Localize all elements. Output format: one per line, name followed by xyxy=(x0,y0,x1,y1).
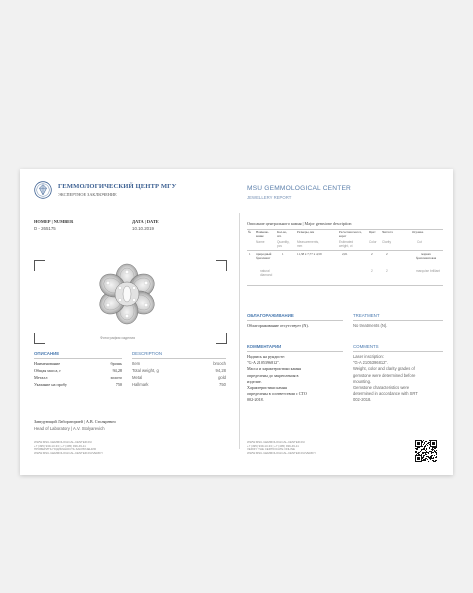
desc-row-0-value-en: brooch xyxy=(213,361,226,366)
desc-row-1-label-ru: Общая масса, г xyxy=(34,368,62,373)
stones-header-size-en: Measurements, mm xyxy=(297,240,319,248)
stone-row-cut-en: marquise brilliant xyxy=(415,269,441,273)
treatment-value-en: No treatments (N). xyxy=(353,323,388,328)
treatment-rule-ru xyxy=(247,320,343,321)
org-name-ru: ГЕММОЛОГИЧЕСКИЙ ЦЕНТР МГУ xyxy=(58,183,177,190)
report-subtitle-en: JEWELLERY REPORT xyxy=(247,195,292,200)
description-rule-en xyxy=(132,358,226,359)
footer-left-line: ПРОВЕРИТЬ ПОДЛИННОСТЬ ЗАКЛЮЧЕНИЯ xyxy=(34,447,96,452)
comment-line-ru: Надпись на рундисте: xyxy=(247,354,286,359)
frame-corner-tl xyxy=(34,260,45,271)
footer-right-line: +7 (495) 939-13-33 | +7 (495) 939-49-11 xyxy=(247,443,299,448)
stones-header-color: Цвет xyxy=(369,230,376,234)
stone-row-weight: 2,01 xyxy=(342,252,348,256)
stones-header-num: № xyxy=(248,230,252,234)
stones-header-name-en: Name xyxy=(256,240,265,244)
certificate-card xyxy=(20,169,453,475)
comments-en xyxy=(353,354,418,404)
footer-left xyxy=(34,441,144,455)
comment-line-ru: Характеристики камня xyxy=(247,385,287,391)
org-name-en: MSU GEMMOLOGICAL CENTER xyxy=(247,185,352,192)
center-divider xyxy=(239,213,240,449)
comment-line-ru: изделие. xyxy=(247,378,262,384)
comments-rule-ru xyxy=(247,351,343,352)
description-rule-ru xyxy=(34,358,122,359)
comment-line-en: Laser inscription: xyxy=(353,354,384,359)
stones-header-cut: Огранка xyxy=(412,230,424,234)
treatment-title-en: TREATMENT xyxy=(353,313,380,318)
desc-row-1-label-en: Total weight, g xyxy=(132,368,159,373)
description-title-en: DESCRIPTION xyxy=(132,351,163,356)
comment-line-ru: определены в соответствии с СТО xyxy=(247,391,307,397)
stone-row-name: природный бриллиант xyxy=(256,252,272,260)
signature-en: Head of Laboratory | A.V. Stolyarevich xyxy=(34,426,105,431)
treatment-rule-en xyxy=(353,320,443,321)
comment-line-en: determined in accordance with SRT xyxy=(353,391,418,397)
date-label: ДАТА | DATE xyxy=(132,219,159,224)
desc-row-2-label-ru: Металл xyxy=(34,375,48,380)
desc-row-2-label-en: Metal xyxy=(132,375,143,380)
comment-line-ru: определены до закрепления в xyxy=(247,372,299,378)
comment-line-en: gemstone were determined before xyxy=(353,372,416,378)
report-subtitle-ru: ЭКСПЕРТНОЕ ЗАКЛЮЧЕНИЕ xyxy=(58,192,117,197)
footer-left-line: +7 (495) 939-13-33 | +7 (495) 939-49-11 xyxy=(34,443,86,448)
comments-ru xyxy=(247,354,307,404)
desc-row-3-label-en: Hallmark xyxy=(132,382,149,387)
description-title-ru: ОПИСАНИЕ xyxy=(34,351,60,356)
desc-row-3-value-en: 750 xyxy=(219,382,226,387)
date-value: 10.10.2019 xyxy=(132,226,154,231)
desc-row-1-value-en: 94,28 xyxy=(215,368,226,373)
comment-line-en: Gemstone characteristics were xyxy=(353,385,410,391)
comments-rule-en xyxy=(353,351,443,352)
stone-row-size: 11,38 x 7,77 x 4,59 xyxy=(297,252,322,256)
comment-line-en: 002-2018. xyxy=(353,397,372,403)
comment-line-en: Weight, color and clarity grades of xyxy=(353,366,415,372)
desc-row-0-label-en: Item xyxy=(132,361,141,366)
stones-header-qty: Кол-во, шт. xyxy=(277,230,288,238)
stone-row-num: 1 xyxy=(249,252,251,256)
stones-header-qty-en: Quantity, pcs xyxy=(277,240,290,248)
comment-line-en: mounting. xyxy=(353,378,371,384)
stone-row-name-en: natural diamond xyxy=(260,269,273,277)
desc-row-3-value-ru: 750 xyxy=(115,382,122,387)
qr-code-icon[interactable] xyxy=(415,440,437,462)
stones-rule-bottom xyxy=(247,285,443,286)
stone-row-clarity-en: 2 xyxy=(386,269,388,273)
stones-header-cut-en: Cut xyxy=(417,240,422,244)
signature-ru: Заведующий Лабораторией | А.В. Столяревич xyxy=(34,419,116,424)
frame-corner-bl xyxy=(34,333,45,344)
stones-header-size: Размеры, мм xyxy=(297,230,315,234)
stones-rule-mid xyxy=(247,250,443,251)
stone-row-qty: 1 xyxy=(282,252,284,256)
desc-row-2-value-en: gold xyxy=(218,375,226,380)
stone-row-clarity: 2 xyxy=(386,252,388,256)
comment-line-ru: Масса и характеристики камня xyxy=(247,366,302,372)
desc-row-2-value-ru: золото xyxy=(110,375,122,380)
number-value: D - 265175 xyxy=(34,226,56,231)
stone-row-cut: маркиз бриллиантовая xyxy=(415,252,437,260)
photo-caption: Фотография изделия xyxy=(100,336,136,340)
frame-corner-tr xyxy=(216,260,227,271)
stones-header-clarity-en: Clarity xyxy=(382,240,392,244)
stone-row-color: 2 xyxy=(371,252,373,256)
stones-header-weight-en: Estimated weight, ct xyxy=(339,240,354,248)
desc-row-0-label-ru: Наименование xyxy=(34,361,61,366)
comment-line-ru: 002-2018. xyxy=(247,397,264,403)
comments-title-ru: КОММЕНТАРИИ xyxy=(247,344,282,349)
desc-row-0-value-ru: брошь xyxy=(110,361,122,366)
desc-row-3-label-ru: Указание на пробу xyxy=(34,382,67,387)
stones-title: Описание центрального камня | Major gemstone description xyxy=(247,221,352,226)
stones-header-name: Наимено-вание xyxy=(256,230,270,238)
footer-right xyxy=(247,441,357,455)
stones-header-weight: Расчетная масса, карат xyxy=(339,230,362,238)
brooch-photo xyxy=(92,261,162,327)
msu-logo-icon xyxy=(34,181,52,199)
footer-right-line: WWW.MSU-GEMMOLOGICAL-CENTER.RU xyxy=(247,440,305,444)
comment-line-ru: "G-A 2105396812". xyxy=(247,360,280,366)
number-label: НОМЕР | NUMBER xyxy=(34,219,74,224)
comment-line-en: "G-A 2105396812". xyxy=(353,360,389,366)
desc-row-1-value-ru: 94,28 xyxy=(112,368,122,373)
comments-title-en: COMMENTS xyxy=(353,344,379,349)
treatment-title-ru: ОБЛАГОРАЖИВАНИЕ xyxy=(247,313,294,318)
stone-row-color-en: 2 xyxy=(371,269,373,273)
footer-right-line: WWW.MSU-GEMMOLOGICAL-CENTER.RU/VERIFY xyxy=(247,450,317,455)
stones-header-clarity: Чистота xyxy=(382,230,393,234)
stones-header-color-en: Color xyxy=(369,240,377,244)
treatment-value-ru: Облагораживание отсутствует (N). xyxy=(247,323,309,328)
frame-corner-br xyxy=(216,333,227,344)
footer-left-line: WWW.MSU-GEMMOLOGICAL-CENTER.RU xyxy=(34,440,92,444)
footer-right-line: VERIFY THE CERTIFICATE ONLINE xyxy=(247,447,295,452)
footer-left-line: WWW.MSU-GEMMOLOGICAL-CENTER.RU/VERIFY xyxy=(34,450,104,455)
